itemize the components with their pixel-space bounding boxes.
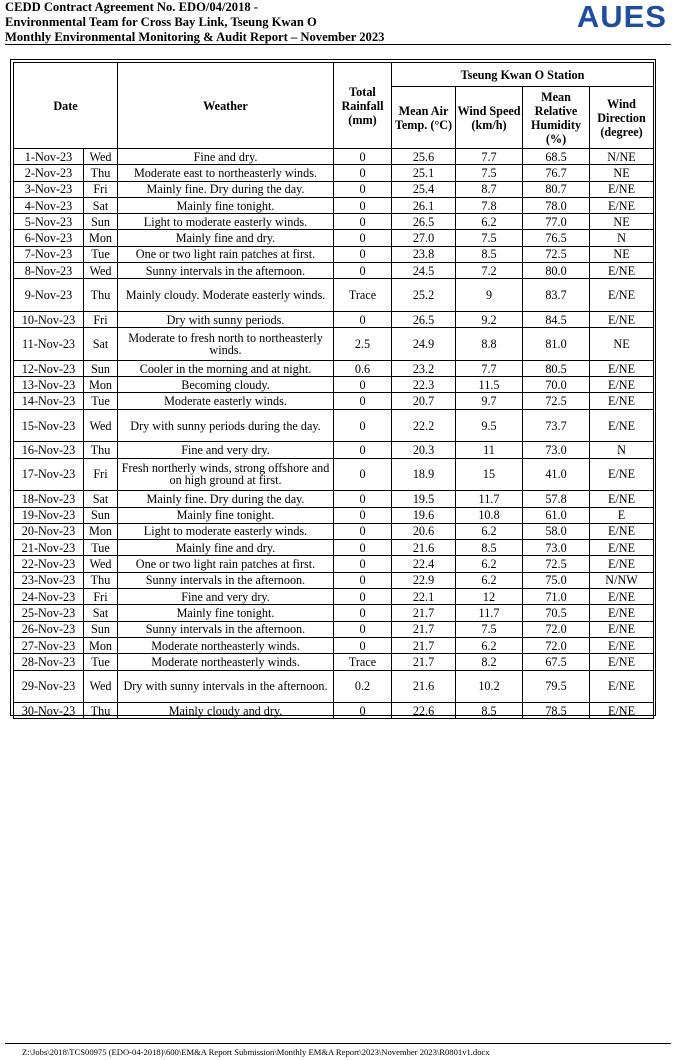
table-row <box>14 703 654 719</box>
temp-cell: 25.1 <box>392 165 456 181</box>
wind-direction-cell: E <box>590 507 654 523</box>
day-cell: Mon <box>84 637 118 653</box>
day-cell: Sat <box>84 605 118 621</box>
weather-cell: Mainly fine tonight. <box>118 507 334 523</box>
temp-cell: 22.3 <box>392 377 456 393</box>
humidity-cell: 68.5 <box>523 149 590 165</box>
weather-cell: Moderate northeasterly winds. <box>118 654 334 670</box>
table-row <box>14 263 654 279</box>
table-row <box>14 311 654 327</box>
rainfall-cell: 0.6 <box>334 360 392 376</box>
humidity-cell: 80.0 <box>523 263 590 279</box>
aues-logo: AUES <box>576 0 667 34</box>
wind-direction-cell: NE <box>590 328 654 361</box>
humidity-cell: 70.0 <box>523 377 590 393</box>
table-row <box>14 377 654 393</box>
temp-cell: 22.9 <box>392 572 456 588</box>
wind-speed-cell: 9.2 <box>456 311 523 327</box>
wind-speed-cell: 9 <box>456 279 523 312</box>
temp-cell: 20.7 <box>392 393 456 409</box>
table-row <box>14 181 654 197</box>
wind-direction-cell: E/NE <box>590 377 654 393</box>
humidity-cell: 76.5 <box>523 230 590 246</box>
temp-cell: 19.6 <box>392 507 456 523</box>
weather-cell: Dry with sunny periods during the day. <box>118 409 334 442</box>
date-cell: 23-Nov-23 <box>14 572 84 588</box>
temp-cell: 21.7 <box>392 605 456 621</box>
humidity-cell: 79.5 <box>523 670 590 703</box>
weather-cell: Mainly fine tonight. <box>118 605 334 621</box>
rainfall-cell: 0 <box>334 409 392 442</box>
wind-speed-cell: 11 <box>456 442 523 458</box>
rainfall-cell: 0 <box>334 621 392 637</box>
weather-cell: Sunny intervals in the afternoon. <box>118 621 334 637</box>
weather-cell: Fine and dry. <box>118 149 334 165</box>
wind-direction-cell: NE <box>590 214 654 230</box>
day-cell: Sat <box>84 328 118 361</box>
wind-speed-cell: 15 <box>456 458 523 491</box>
humidity-cell: 75.0 <box>523 572 590 588</box>
header-divider <box>5 44 671 45</box>
temp-cell: 26.1 <box>392 197 456 213</box>
title-line-3: Monthly Environmental Monitoring & Audit Report – November 2023 <box>5 30 385 44</box>
table-row <box>14 149 654 165</box>
humidity-cell: 57.8 <box>523 491 590 507</box>
weather-cell: One or two light rain patches at first. <box>118 556 334 572</box>
humidity-cell: 81.0 <box>523 328 590 361</box>
rainfall-cell: 0.2 <box>334 670 392 703</box>
date-cell: 2-Nov-23 <box>14 165 84 181</box>
wind-speed-cell: 7.8 <box>456 197 523 213</box>
day-cell: Thu <box>84 572 118 588</box>
temp-cell: 20.3 <box>392 442 456 458</box>
table-row <box>14 458 654 491</box>
table-row <box>14 328 654 361</box>
wind-speed-cell: 8.7 <box>456 181 523 197</box>
weather-cell: Mainly cloudy. Moderate easterly winds. <box>118 279 334 312</box>
humidity-cell: 70.5 <box>523 605 590 621</box>
header-weather: Weather <box>118 63 334 149</box>
wind-direction-cell: N <box>590 230 654 246</box>
wind-speed-cell: 8.8 <box>456 328 523 361</box>
humidity-cell: 73.0 <box>523 540 590 556</box>
date-cell: 3-Nov-23 <box>14 181 84 197</box>
rainfall-cell: 0 <box>334 572 392 588</box>
rainfall-cell: 0 <box>334 149 392 165</box>
table-row <box>14 605 654 621</box>
rainfall-cell: 0 <box>334 311 392 327</box>
rainfall-cell: 0 <box>334 589 392 605</box>
temp-cell: 24.5 <box>392 263 456 279</box>
wind-direction-cell: E/NE <box>590 458 654 491</box>
table-row <box>14 165 654 181</box>
table-row <box>14 507 654 523</box>
humidity-cell: 72.0 <box>523 637 590 653</box>
wind-direction-cell: E/NE <box>590 311 654 327</box>
wind-speed-cell: 10.2 <box>456 670 523 703</box>
wind-speed-cell: 6.2 <box>456 556 523 572</box>
rainfall-cell: 0 <box>334 491 392 507</box>
weather-cell: Mainly fine and dry. <box>118 540 334 556</box>
rainfall-cell: 0 <box>334 458 392 491</box>
weather-cell: Moderate east to northeasterly winds. <box>118 165 334 181</box>
header-date: Date <box>14 63 118 149</box>
rainfall-cell: 0 <box>334 246 392 262</box>
rainfall-cell: 0 <box>334 605 392 621</box>
wind-speed-cell: 6.2 <box>456 214 523 230</box>
weather-cell: Moderate to fresh north to northeasterly winds. <box>118 328 334 361</box>
day-cell: Tue <box>84 654 118 670</box>
weather-cell: Sunny intervals in the afternoon. <box>118 263 334 279</box>
humidity-cell: 73.0 <box>523 442 590 458</box>
wind-direction-cell: E/NE <box>590 703 654 719</box>
rainfall-cell: 0 <box>334 165 392 181</box>
weather-cell: Moderate northeasterly winds. <box>118 637 334 653</box>
rainfall-cell: 2.5 <box>334 328 392 361</box>
rainfall-cell: 0 <box>334 214 392 230</box>
day-cell: Tue <box>84 393 118 409</box>
date-cell: 8-Nov-23 <box>14 263 84 279</box>
wind-direction-cell: N/NE <box>590 149 654 165</box>
rainfall-cell: 0 <box>334 263 392 279</box>
date-cell: 28-Nov-23 <box>14 654 84 670</box>
day-cell: Mon <box>84 377 118 393</box>
day-cell: Sun <box>84 214 118 230</box>
weather-cell: Fine and very dry. <box>118 589 334 605</box>
temp-cell: 23.8 <box>392 246 456 262</box>
date-cell: 6-Nov-23 <box>14 230 84 246</box>
wind-speed-cell: 7.7 <box>456 149 523 165</box>
day-cell: Sat <box>84 197 118 213</box>
humidity-cell: 41.0 <box>523 458 590 491</box>
temp-cell: 25.4 <box>392 181 456 197</box>
wind-direction-cell: E/NE <box>590 181 654 197</box>
date-cell: 30-Nov-23 <box>14 703 84 719</box>
rainfall-cell: 0 <box>334 523 392 539</box>
weather-cell: Dry with sunny intervals in the afternoon. <box>118 670 334 703</box>
date-cell: 17-Nov-23 <box>14 458 84 491</box>
date-cell: 9-Nov-23 <box>14 279 84 312</box>
rainfall-cell: 0 <box>334 507 392 523</box>
table-row <box>14 670 654 703</box>
day-cell: Wed <box>84 263 118 279</box>
weather-cell: Light to moderate easterly winds. <box>118 523 334 539</box>
temp-cell: 23.2 <box>392 360 456 376</box>
wind-speed-cell: 11.7 <box>456 605 523 621</box>
wind-speed-cell: 8.5 <box>456 540 523 556</box>
table-row <box>14 393 654 409</box>
day-cell: Mon <box>84 230 118 246</box>
title-line-1: CEDD Contract Agreement No. EDO/04/2018 - <box>5 0 259 14</box>
wind-direction-cell: E/NE <box>590 393 654 409</box>
temp-cell: 22.1 <box>392 589 456 605</box>
weather-cell: Mainly cloudy and dry. <box>118 703 334 719</box>
day-cell: Sat <box>84 491 118 507</box>
day-cell: Wed <box>84 556 118 572</box>
humidity-cell: 73.7 <box>523 409 590 442</box>
day-cell: Sun <box>84 621 118 637</box>
wind-direction-cell: E/NE <box>590 637 654 653</box>
table-row <box>14 409 654 442</box>
wind-direction-cell: N/NW <box>590 572 654 588</box>
report-title <box>5 0 384 45</box>
wind-speed-cell: 6.2 <box>456 572 523 588</box>
weather-cell: Mainly fine. Dry during the day. <box>118 491 334 507</box>
humidity-cell: 71.0 <box>523 589 590 605</box>
wind-direction-cell: E/NE <box>590 409 654 442</box>
humidity-cell: 78.0 <box>523 197 590 213</box>
table-body <box>14 149 654 719</box>
wind-speed-cell: 7.5 <box>456 230 523 246</box>
humidity-cell: 67.5 <box>523 654 590 670</box>
date-cell: 20-Nov-23 <box>14 523 84 539</box>
title-line-2: Environmental Team for Cross Bay Link, Tseung Kwan O <box>5 15 317 29</box>
date-cell: 12-Nov-23 <box>14 360 84 376</box>
header-wind-direction: Wind Direction (degree) <box>590 87 654 149</box>
rainfall-cell: 0 <box>334 556 392 572</box>
day-cell: Mon <box>84 523 118 539</box>
table-row <box>14 197 654 213</box>
weather-cell: Fresh northerly winds, strong offshore and on high ground at first. <box>118 458 334 491</box>
temp-cell: 21.6 <box>392 540 456 556</box>
table-row <box>14 442 654 458</box>
temp-cell: 20.6 <box>392 523 456 539</box>
weather-cell: Mainly fine and dry. <box>118 230 334 246</box>
weather-cell: Cooler in the morning and at night. <box>118 360 334 376</box>
wind-speed-cell: 11.5 <box>456 377 523 393</box>
humidity-cell: 77.0 <box>523 214 590 230</box>
page-header <box>5 0 671 45</box>
wind-direction-cell: E/NE <box>590 556 654 572</box>
date-cell: 26-Nov-23 <box>14 621 84 637</box>
wind-speed-cell: 7.2 <box>456 263 523 279</box>
rainfall-cell: 0 <box>334 637 392 653</box>
table-row <box>14 589 654 605</box>
wind-speed-cell: 9.7 <box>456 393 523 409</box>
humidity-cell: 58.0 <box>523 523 590 539</box>
table-row <box>14 230 654 246</box>
humidity-cell: 80.7 <box>523 181 590 197</box>
footer-file-path: Z:\Jobs\2018\TCS00975 (EDO-04-2018)\600\EM&A Report Submission\Monthly EM&A Report\2023\November 2023\R0801v1.docx <box>22 1047 490 1057</box>
header-wind-speed: Wind Speed (km/h) <box>456 87 523 149</box>
weather-cell: One or two light rain patches at first. <box>118 246 334 262</box>
table-row <box>14 637 654 653</box>
wind-speed-cell: 9.5 <box>456 409 523 442</box>
wind-direction-cell: E/NE <box>590 605 654 621</box>
day-cell: Thu <box>84 279 118 312</box>
weather-cell: Becoming cloudy. <box>118 377 334 393</box>
rainfall-cell: Trace <box>334 279 392 312</box>
table-row <box>14 360 654 376</box>
weather-table-frame <box>10 59 656 716</box>
wind-speed-cell: 6.2 <box>456 637 523 653</box>
day-cell: Fri <box>84 311 118 327</box>
day-cell: Thu <box>84 442 118 458</box>
humidity-cell: 72.0 <box>523 621 590 637</box>
footer-divider <box>5 1043 671 1044</box>
humidity-cell: 76.7 <box>523 165 590 181</box>
day-cell: Thu <box>84 703 118 719</box>
temp-cell: 22.4 <box>392 556 456 572</box>
table-row <box>14 572 654 588</box>
day-cell: Wed <box>84 409 118 442</box>
date-cell: 27-Nov-23 <box>14 637 84 653</box>
date-cell: 25-Nov-23 <box>14 605 84 621</box>
header-humidity: Mean Relative Humidity (%) <box>523 87 590 149</box>
header-station: Tseung Kwan O Station <box>392 63 654 87</box>
wind-direction-cell: E/NE <box>590 654 654 670</box>
header-temp: Mean Air Temp. (°C) <box>392 87 456 149</box>
wind-direction-cell: E/NE <box>590 197 654 213</box>
temp-cell: 18.9 <box>392 458 456 491</box>
temp-cell: 26.5 <box>392 311 456 327</box>
date-cell: 11-Nov-23 <box>14 328 84 361</box>
date-cell: 1-Nov-23 <box>14 149 84 165</box>
temp-cell: 19.5 <box>392 491 456 507</box>
date-cell: 7-Nov-23 <box>14 246 84 262</box>
wind-speed-cell: 8.5 <box>456 246 523 262</box>
date-cell: 24-Nov-23 <box>14 589 84 605</box>
date-cell: 14-Nov-23 <box>14 393 84 409</box>
wind-speed-cell: 11.7 <box>456 491 523 507</box>
wind-direction-cell: E/NE <box>590 263 654 279</box>
weather-cell: Light to moderate easterly winds. <box>118 214 334 230</box>
date-cell: 10-Nov-23 <box>14 311 84 327</box>
wind-direction-cell: E/NE <box>590 621 654 637</box>
day-cell: Thu <box>84 165 118 181</box>
weather-cell: Fine and very dry. <box>118 442 334 458</box>
table-row <box>14 491 654 507</box>
weather-cell: Dry with sunny periods. <box>118 311 334 327</box>
wind-direction-cell: NE <box>590 165 654 181</box>
wind-speed-cell: 7.7 <box>456 360 523 376</box>
weather-cell: Mainly fine tonight. <box>118 197 334 213</box>
rainfall-cell: 0 <box>334 377 392 393</box>
humidity-cell: 72.5 <box>523 393 590 409</box>
day-cell: Tue <box>84 540 118 556</box>
wind-speed-cell: 8.2 <box>456 654 523 670</box>
humidity-cell: 84.5 <box>523 311 590 327</box>
wind-direction-cell: E/NE <box>590 360 654 376</box>
day-cell: Fri <box>84 181 118 197</box>
day-cell: Fri <box>84 458 118 491</box>
date-cell: 4-Nov-23 <box>14 197 84 213</box>
day-cell: Sun <box>84 507 118 523</box>
rainfall-cell: 0 <box>334 442 392 458</box>
humidity-cell: 78.5 <box>523 703 590 719</box>
temp-cell: 21.7 <box>392 637 456 653</box>
date-cell: 5-Nov-23 <box>14 214 84 230</box>
wind-speed-cell: 10.8 <box>456 507 523 523</box>
wind-direction-cell: E/NE <box>590 279 654 312</box>
weather-table <box>13 62 654 719</box>
temp-cell: 22.6 <box>392 703 456 719</box>
table-row <box>14 621 654 637</box>
rainfall-cell: 0 <box>334 540 392 556</box>
temp-cell: 22.2 <box>392 409 456 442</box>
wind-direction-cell: N <box>590 442 654 458</box>
table-row <box>14 540 654 556</box>
date-cell: 22-Nov-23 <box>14 556 84 572</box>
temp-cell: 21.7 <box>392 654 456 670</box>
temp-cell: 27.0 <box>392 230 456 246</box>
table-row <box>14 279 654 312</box>
rainfall-cell: 0 <box>334 197 392 213</box>
humidity-cell: 72.5 <box>523 556 590 572</box>
wind-direction-cell: E/NE <box>590 670 654 703</box>
date-cell: 29-Nov-23 <box>14 670 84 703</box>
date-cell: 21-Nov-23 <box>14 540 84 556</box>
wind-direction-cell: E/NE <box>590 523 654 539</box>
table-row <box>14 246 654 262</box>
wind-speed-cell: 7.5 <box>456 165 523 181</box>
humidity-cell: 72.5 <box>523 246 590 262</box>
date-cell: 18-Nov-23 <box>14 491 84 507</box>
weather-cell: Mainly fine. Dry during the day. <box>118 181 334 197</box>
wind-direction-cell: E/NE <box>590 589 654 605</box>
rainfall-cell: Trace <box>334 654 392 670</box>
temp-cell: 26.5 <box>392 214 456 230</box>
humidity-cell: 83.7 <box>523 279 590 312</box>
rainfall-cell: 0 <box>334 703 392 719</box>
table-row <box>14 556 654 572</box>
day-cell: Sun <box>84 360 118 376</box>
rainfall-cell: 0 <box>334 230 392 246</box>
table-row <box>14 523 654 539</box>
rainfall-cell: 0 <box>334 393 392 409</box>
temp-cell: 24.9 <box>392 328 456 361</box>
date-cell: 16-Nov-23 <box>14 442 84 458</box>
wind-direction-cell: NE <box>590 246 654 262</box>
weather-cell: Sunny intervals in the afternoon. <box>118 572 334 588</box>
date-cell: 15-Nov-23 <box>14 409 84 442</box>
table-row <box>14 214 654 230</box>
day-cell: Wed <box>84 149 118 165</box>
day-cell: Wed <box>84 670 118 703</box>
date-cell: 19-Nov-23 <box>14 507 84 523</box>
day-cell: Tue <box>84 246 118 262</box>
wind-speed-cell: 8.5 <box>456 703 523 719</box>
weather-cell: Moderate easterly winds. <box>118 393 334 409</box>
temp-cell: 21.6 <box>392 670 456 703</box>
wind-speed-cell: 6.2 <box>456 523 523 539</box>
rainfall-cell: 0 <box>334 181 392 197</box>
date-cell: 13-Nov-23 <box>14 377 84 393</box>
wind-speed-cell: 12 <box>456 589 523 605</box>
temp-cell: 25.6 <box>392 149 456 165</box>
temp-cell: 21.7 <box>392 621 456 637</box>
wind-direction-cell: E/NE <box>590 491 654 507</box>
humidity-cell: 80.5 <box>523 360 590 376</box>
wind-direction-cell: E/NE <box>590 540 654 556</box>
table-row <box>14 654 654 670</box>
temp-cell: 25.2 <box>392 279 456 312</box>
humidity-cell: 61.0 <box>523 507 590 523</box>
header-rainfall: Total Rainfall (mm) <box>334 63 392 149</box>
wind-speed-cell: 7.5 <box>456 621 523 637</box>
day-cell: Fri <box>84 589 118 605</box>
